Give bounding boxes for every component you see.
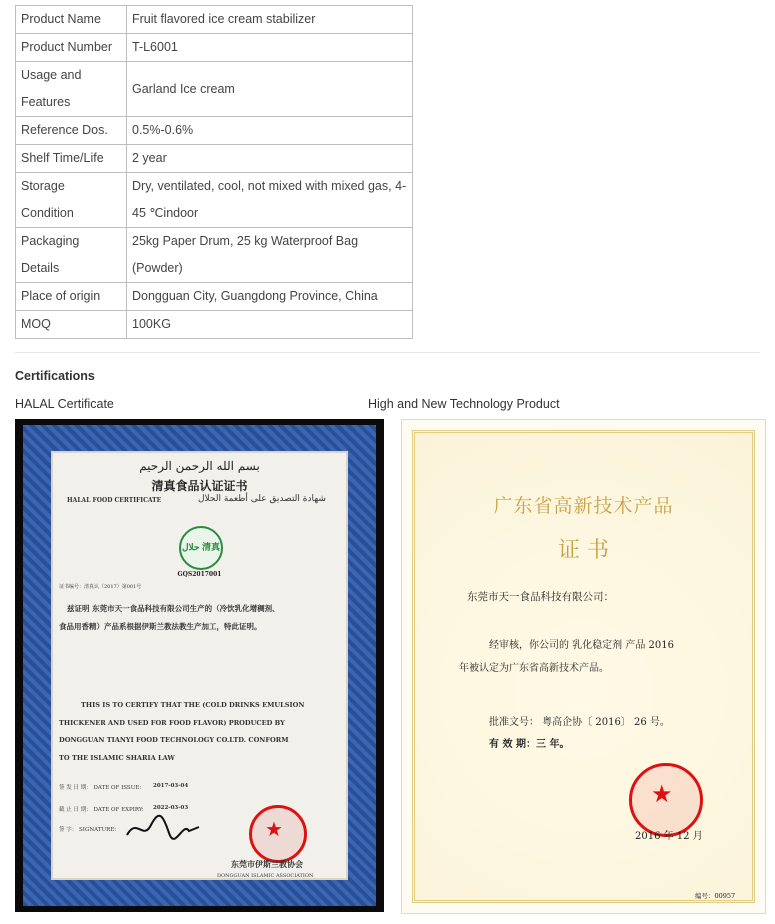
hitech-line1: 经审核，你公司的 乳化稳定剂 产品 2016: [489, 640, 674, 651]
hitech-line2: 年被认定为广东省高新技术产品。: [459, 663, 609, 674]
hitech-validity: 有 效 期：三 年。: [489, 739, 570, 750]
table-row: [16, 283, 413, 311]
spec-value: 2 year: [127, 145, 413, 173]
certifications-heading: Certifications: [15, 369, 95, 383]
halal-expiry-date: 2022-03-03: [153, 805, 189, 811]
spec-key: Product Name: [16, 6, 127, 34]
hitech-title: 广东省高新技术产品: [493, 495, 674, 517]
halal-cn-line2: 食品用香精）产品系根据伊斯兰教法教生产加工，特此证明。: [59, 622, 262, 631]
product-spec-table: [15, 5, 413, 339]
halal-logo-icon: حلال 清真: [179, 526, 223, 570]
halal-issue-date: 2017-03-04: [153, 783, 189, 789]
seal-star-icon: ★: [265, 819, 283, 841]
table-row: [16, 173, 413, 228]
table-row: [16, 6, 413, 34]
halal-cn-line1: 兹证明 东莞市天一食品科技有限公司生产的（冷饮乳化增稠剂、: [67, 604, 280, 613]
halal-issue-label: 签 发 日 期： DATE OF ISSUE:: [59, 785, 142, 791]
hitech-date: 2016 年 12 月: [635, 831, 703, 842]
halal-org-en: DONGGUAN ISLAMIC ASSOCIATION: [217, 873, 314, 879]
hitech-subtitle: 证 书: [558, 538, 609, 563]
table-row: [16, 228, 413, 283]
spec-key: Storage Condition: [16, 173, 127, 228]
table-row: [16, 311, 413, 339]
table-row: [16, 117, 413, 145]
table-row: [16, 62, 413, 117]
spec-value: 0.5%-0.6%: [127, 117, 413, 145]
halal-certificate-image[interactable]: [15, 419, 384, 912]
certificate-border: [412, 430, 755, 903]
spec-value: 25kg Paper Drum, 25 kg Waterproof Bag (Powder): [127, 228, 413, 283]
spec-value: Dry, ventilated, cool, not mixed with mixed gas, 4-45 ℃indoor: [127, 173, 413, 228]
spec-key: Reference Dos.: [16, 117, 127, 145]
spec-value: Dongguan City, Guangdong Province, China: [127, 283, 413, 311]
signature-icon: [123, 811, 203, 845]
hitech-company: 东莞市天一食品科技有限公司：: [467, 591, 614, 603]
spec-value: Garland Ice cream: [127, 62, 413, 117]
halal-en-line4: TO THE ISLAMIC SHARIA LAW: [59, 754, 175, 762]
halal-signature-label: 签 字： SIGNATURE:: [59, 827, 117, 833]
spec-value: T-L6001: [127, 34, 413, 62]
halal-certificate-label: HALAL Certificate: [15, 397, 114, 411]
halal-cert-no: 证书编号：清真认（2017）第001号: [59, 584, 142, 590]
halal-title-en: HALAL FOOD CERTIFICATE: [67, 497, 162, 504]
halal-en-line2: THICKENER AND USED FOR FOOD FLAVOR) PRODUCED BY: [59, 719, 285, 727]
spec-value: Fruit flavored ice cream stabilizer: [127, 6, 413, 34]
hitech-certificate-label: High and New Technology Product: [368, 397, 560, 411]
spec-key: Packaging Details: [16, 228, 127, 283]
table-row: [16, 34, 413, 62]
spec-key: Usage and Features: [16, 62, 127, 117]
halal-number: GQS2017001: [177, 571, 222, 578]
bismillah-text: بسم الله الرحمن الرحيم: [139, 459, 260, 473]
halal-org-cn: 东莞市伊斯兰教协会: [231, 859, 303, 869]
hitech-certificate-image[interactable]: [401, 419, 766, 914]
spec-key: Product Number: [16, 34, 127, 62]
table-row: [16, 145, 413, 173]
halal-en-line1: THIS IS TO CERTIFY THAT THE (COLD DRINKS EMULSION: [81, 701, 305, 709]
halal-en-line3: DONGGUAN TIANYI FOOD TECHNOLOGY CO.LTD. CONFORM: [59, 736, 289, 744]
spec-key: MOQ: [16, 311, 127, 339]
certificate-paper: [51, 451, 348, 880]
halal-title-ar: شهادة التصديق على أطعمة الحلال: [198, 494, 326, 504]
halal-expiry-label: 截 止 日 期： DATE OF EXPIRY:: [59, 807, 144, 813]
hitech-approval: 批准文号： 粤高企协〔 2016〕 26 号。: [489, 717, 670, 728]
section-divider: [15, 352, 760, 353]
hitech-serial: 编号：00957: [695, 892, 736, 900]
spec-value: 100KG: [127, 311, 413, 339]
spec-key: Shelf Time/Life: [16, 145, 127, 173]
spec-key: Place of origin: [16, 283, 127, 311]
halal-title-cn: 清真食品认证证书: [151, 479, 248, 493]
seal-star-icon: ★: [651, 781, 673, 808]
